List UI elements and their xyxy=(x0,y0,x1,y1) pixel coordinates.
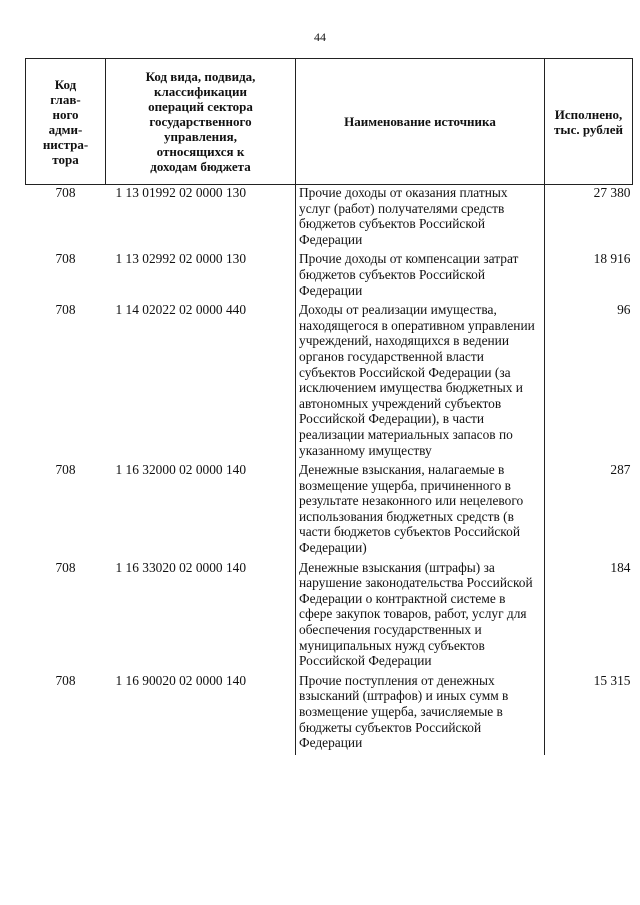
source-name-cell: Денежные взыскания, налагаемые в возмещение ущерба, причиненного в результате незаконного или нецелевого использования бюджетных средств (в части бюджетов субъектов Российской Федерации) xyxy=(296,462,545,560)
amount-cell: 184 xyxy=(610,559,631,575)
header-type-code xyxy=(106,59,296,185)
admin-code-cell: 708 xyxy=(55,672,76,688)
amount-cell: 287 xyxy=(610,462,631,478)
header-line: классификации xyxy=(153,84,248,99)
table-row xyxy=(26,462,633,560)
header-line: Код xyxy=(54,76,77,92)
header-line: Код вида, подвида, xyxy=(145,69,256,84)
revenue-code-cell: 1 16 90020 02 0000 140 xyxy=(115,672,247,688)
source-name-cell: Прочие доходы от компенсации затрат бюджетов субъектов Российской Федерации xyxy=(296,251,545,302)
revenue-code-cell: 1 14 02022 02 0000 440 xyxy=(115,302,247,318)
amount-cell: 96 xyxy=(617,302,631,318)
header-line: доходам бюджета xyxy=(150,159,251,174)
source-name-cell: Прочие доходы от оказания платных услуг (работ) получателями средств бюджетов субъектов Российской Федерации xyxy=(296,185,545,252)
admin-code-cell: 708 xyxy=(55,185,76,200)
revenue-code-cell: 1 16 33020 02 0000 140 xyxy=(115,559,247,575)
header-line: операций сектора xyxy=(148,99,253,114)
source-name-cell: Доходы от реализации имущества, находящегося в оперативном управлении учреждений, находящихся в ведении органов государственной власти субъектов Российской Федерации (за исключением имущества бюджетных и автономных учреждений субъектов Российской Федерации), в части реализации материальных запасов по указанному имуществу xyxy=(296,302,545,462)
header-source-name: Наименование источника xyxy=(296,59,545,185)
table-row xyxy=(26,673,633,755)
admin-code-cell: 708 xyxy=(55,251,76,267)
table-header xyxy=(26,59,633,185)
header-line: тора xyxy=(52,151,79,167)
source-name-cell: Денежные взыскания (штрафы) за нарушение законодательства Российской Федерации о контрактной системе в сфере закупок товаров, работ, услуг для обеспечения государственных и муниципальных нужд субъектов Российской Федерации xyxy=(296,560,545,673)
header-line: Исполнено, xyxy=(554,106,623,122)
header-line: ного xyxy=(52,106,79,122)
table-body xyxy=(26,185,633,755)
header-line: адми- xyxy=(48,121,83,137)
header-line: нистра- xyxy=(42,136,89,152)
amount-cell: 15 315 xyxy=(593,672,631,688)
admin-code-cell: 708 xyxy=(55,302,76,318)
revenue-code-cell: 1 13 02992 02 0000 130 xyxy=(115,251,247,267)
header-line: относящихся к xyxy=(156,144,245,159)
page-number: 44 xyxy=(314,30,326,44)
header-admin-code xyxy=(26,59,106,185)
admin-code-cell: 708 xyxy=(55,462,76,478)
admin-code-cell: 708 xyxy=(55,559,76,575)
table-row xyxy=(26,560,633,673)
header-line: управления, xyxy=(164,129,237,144)
source-name-cell: Прочие поступления от денежных взысканий (штрафов) и иных сумм в возмещение ущерба, зачисляемые в бюджеты субъектов Российской Федерации xyxy=(296,673,545,755)
header-line: государственного xyxy=(149,114,252,129)
table-row xyxy=(26,251,633,302)
table-row xyxy=(26,185,633,252)
amount-cell: 27 380 xyxy=(593,185,631,200)
header-line: тыс. рублей xyxy=(554,121,623,137)
header-line: глав- xyxy=(50,91,81,107)
amount-cell: 18 916 xyxy=(593,251,631,267)
table-row xyxy=(26,302,633,462)
header-executed xyxy=(545,59,633,185)
revenue-code-cell: 1 13 01992 02 0000 130 xyxy=(115,185,247,200)
revenue-code-cell: 1 16 32000 02 0000 140 xyxy=(115,462,247,478)
revenue-table xyxy=(25,58,633,755)
